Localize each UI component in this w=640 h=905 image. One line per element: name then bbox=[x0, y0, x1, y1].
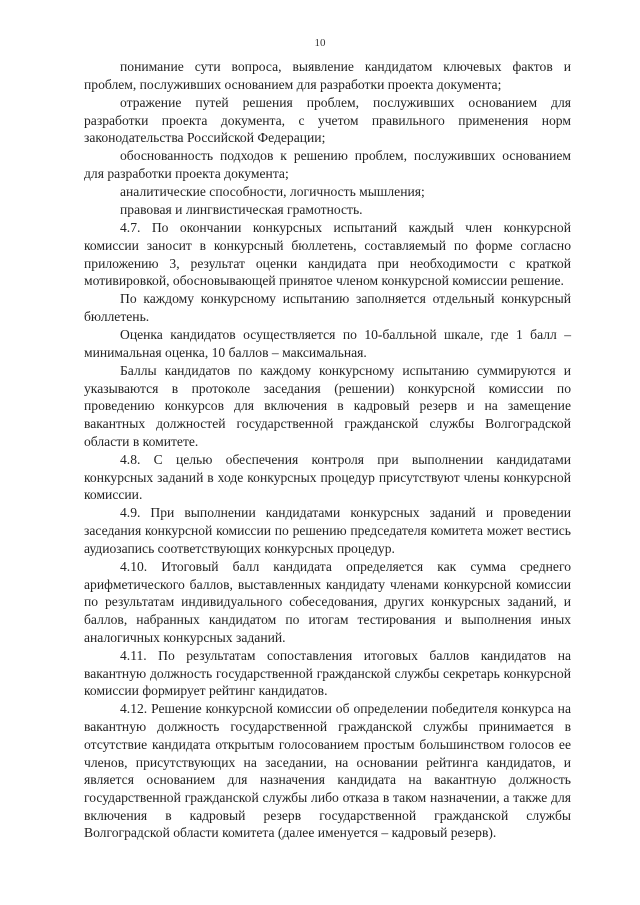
page-number: 10 bbox=[314, 37, 326, 49]
paragraph-scoring-scale: Оценка кандидатов осуществляется по 10-балльной шкале, где 1 балл – минимальная оценка, 10 баллов – максимальная. bbox=[84, 327, 571, 360]
paragraph-4-11: 4.11. По результатам сопоставления итоговых баллов кандидатов на вакантную должность государственной гражданской службы секретарь конкурсной комиссии формирует рейтинг кандидатов. bbox=[84, 647, 571, 699]
paragraph-4-7: 4.7. По окончании конкурсных испытаний каждый член конкурсной комиссии заносит в конкурсный бюллетень, составляемый по форме согласно приложению 3, результат оценки кандидата при необходимости с краткой мотивировкой, обосновывающей принятое членом конкурсной комиссии решение. bbox=[84, 220, 571, 289]
paragraph-4-9: 4.9. При выполнении кандидатами конкурсных заданий и проведении заседания конкурсной комиссии по решению председателя комитета может вестись аудиозапись соответствующих конкурсных процедур. bbox=[84, 505, 571, 556]
paragraph-criterion-understanding: понимание сути вопроса, выявление кандидатом ключевых фактов и проблем, послуживших основанием для разработки проекта документа; bbox=[84, 59, 571, 92]
paragraph-ballot-per-test: По каждому конкурсному испытанию заполняется отдельный конкурсный бюллетень. bbox=[84, 291, 571, 325]
paragraph-criterion-solutions: отражение путей решения проблем, послуживших основанием для разработки проекта документа, с учетом правильного применения норм законодательства Российской Федерации; bbox=[84, 94, 571, 146]
paragraph-criterion-literacy: правовая и лингвистическая грамотность. bbox=[120, 202, 363, 218]
paragraph-criterion-analytical: аналитические способности, логичность мышления; bbox=[120, 184, 425, 200]
paragraph-4-12: 4.12. Решение конкурсной комиссии об определении победителя конкурса на вакантную должность государственной гражданской службы принимается в отсутствие кандидата открытым голосованием простым большинством голосов ее членов, присутствующих на заседании, на основании рейтинга кандидатов, и является основанием для назначения кандидата на вакантную должность государственной гражданской службы либо отказа в таком назначении, а также для включения в кадровый резерв государственной гражданской службы Волгоградской области комитета (далее именуется – кадровый резерв). bbox=[84, 701, 571, 841]
paragraph-4-8: 4.8. С целью обеспечения контроля при выполнении кандидатами конкурсных заданий в ходе конкурсных процедур присутствуют члены конкурсной комиссии. bbox=[84, 451, 571, 503]
document-body bbox=[84, 58, 571, 842]
paragraph-score-summation: Баллы кандидатов по каждому конкурсному испытанию суммируются и указываются в протоколе заседания (решении) конкурсной комиссии по проведению конкурсов для включения в кадровый резерв и на замещение вакантных должностей государственной гражданской службы Волгоградской области в комитете. bbox=[84, 363, 571, 449]
paragraph-4-10: 4.10. Итоговый балл кандидата определяется как сумма среднего арифметического баллов, выставленных кандидату членами конкурсной комиссии по результатам индивидуального собеседования, других конкурсных заданий, и баллов, набранных кандидатом по итогам тестирования и выполнения иных аналогичных конкурсных заданий. bbox=[84, 558, 571, 645]
paragraph-criterion-justification: обоснованность подходов к решению проблем, послуживших основанием для разработки проекта документа; bbox=[84, 148, 571, 181]
